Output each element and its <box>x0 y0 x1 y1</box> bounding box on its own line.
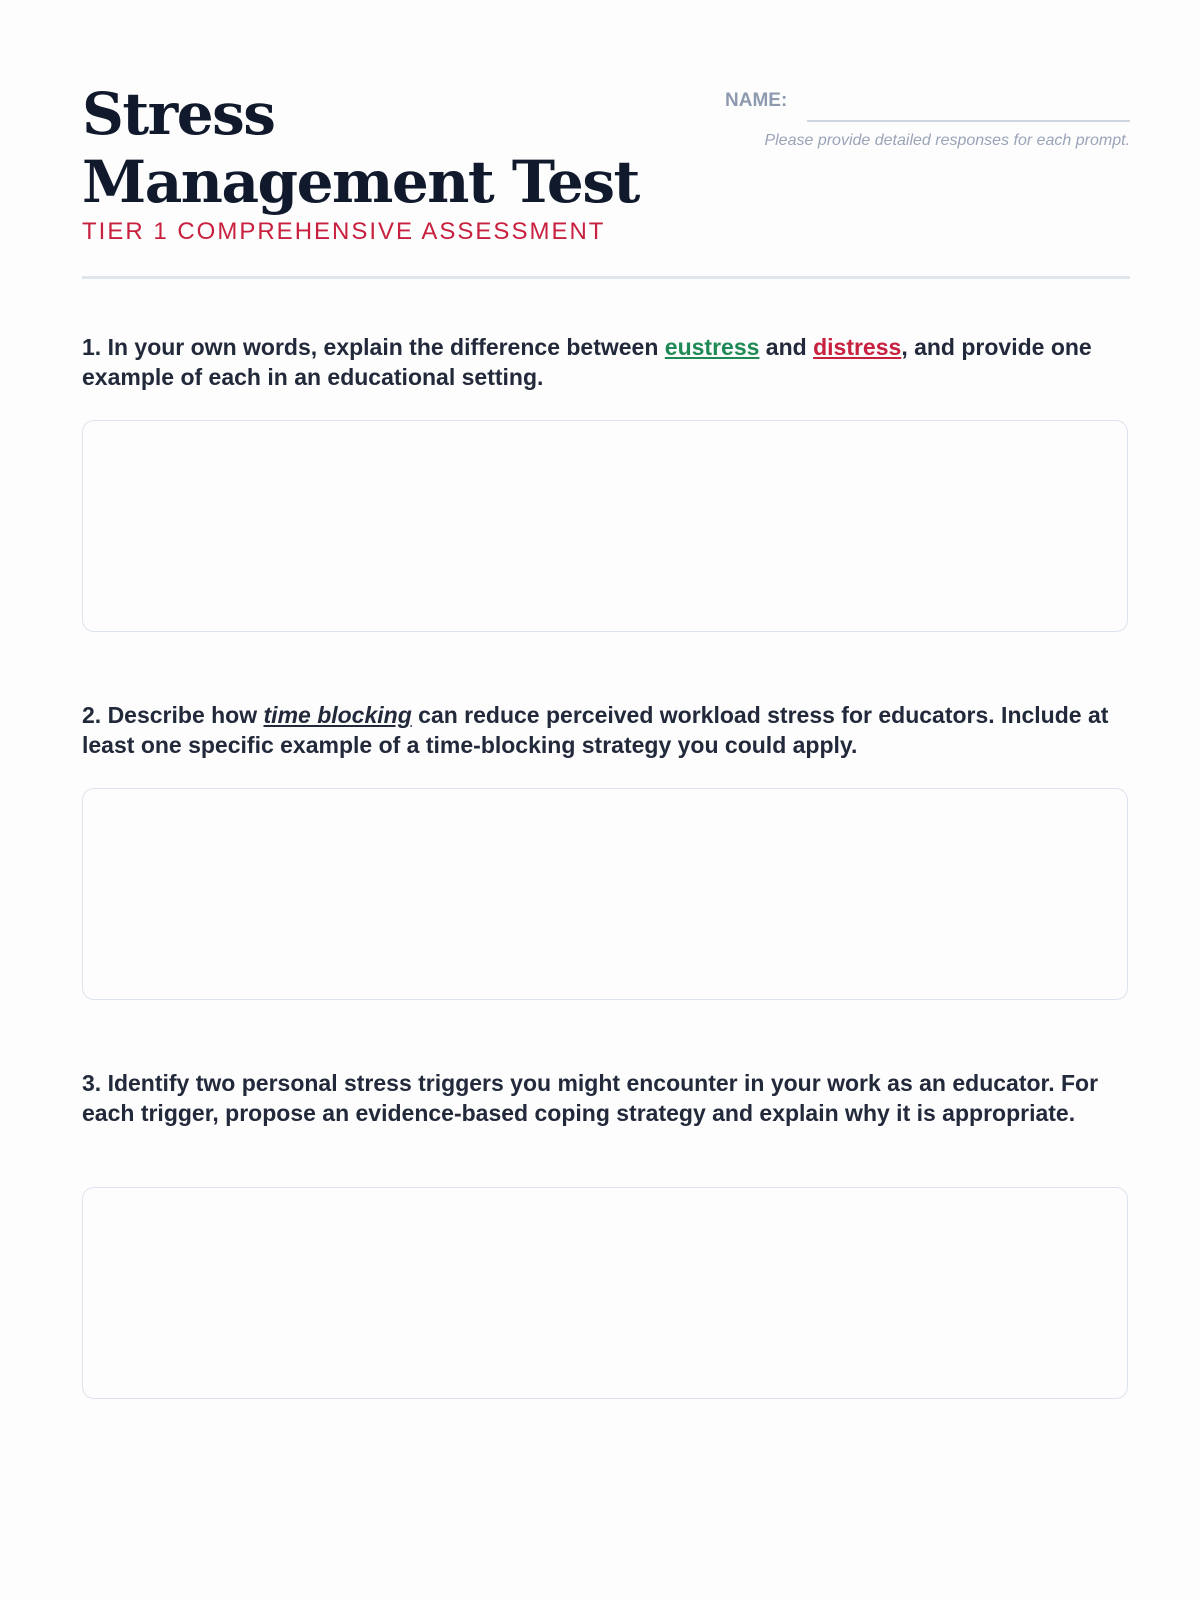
question-3 <box>82 1068 1132 1128</box>
question-text: and <box>759 334 814 360</box>
answer-box-1[interactable] <box>82 420 1128 632</box>
name-label: NAME: <box>725 90 788 111</box>
question-1 <box>82 332 1132 392</box>
term-time-blocking: time blocking <box>263 702 412 728</box>
question-text: 1. In your own words, explain the difference between <box>82 334 665 360</box>
term-eustress: eustress <box>664 334 760 360</box>
worksheet-header <box>82 80 1130 280</box>
instructions-text: Please provide detailed responses for each prompt. <box>764 132 1130 149</box>
header-divider <box>82 276 1130 279</box>
answer-box-3[interactable] <box>82 1187 1128 1399</box>
question-text: , and provide one example of each in an educational setting. <box>82 334 1092 390</box>
name-input-line[interactable] <box>807 120 1130 122</box>
question-2 <box>82 700 1132 760</box>
page-subtitle: TIER 1 COMPREHENSIVE ASSESSMENT <box>82 218 606 245</box>
question-text: 2. Describe how <box>82 702 264 728</box>
page-title: Stress Management Test <box>82 80 639 216</box>
question-text: 3. Identify two personal stress triggers you might encounter in your work as an educator. For each trigger, propose an evidence-based coping strategy and explain why it is appropriate. <box>82 1070 1099 1126</box>
term-distress: distress <box>813 334 902 360</box>
question-text: can reduce perceived workload stress for educators. Include at least one specific example of a time-blocking strategy you could apply. <box>82 702 1109 758</box>
name-field-row <box>725 90 1130 124</box>
answer-box-2[interactable] <box>82 788 1128 1000</box>
